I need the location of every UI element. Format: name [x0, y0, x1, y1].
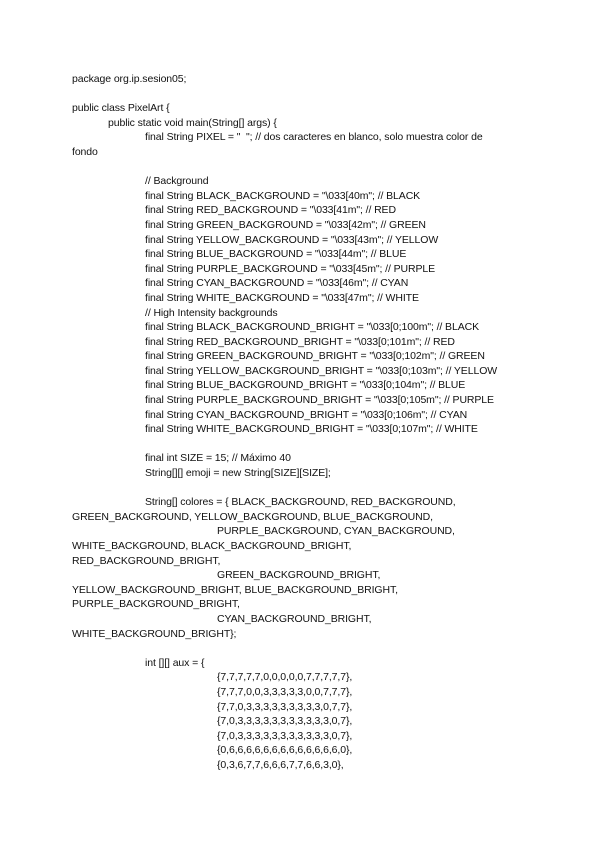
- code-line: final String BLACK_BACKGROUND = "\033[40m"; // BLACK: [145, 189, 421, 202]
- code-line: GREEN_BACKGROUND, YELLOW_BACKGROUND, BLUE_BACKGROUND,: [72, 510, 433, 523]
- code-line: // Background: [145, 175, 209, 188]
- blank-line: [0, 87, 600, 102]
- code-line: WHITE_BACKGROUND_BRIGHT};: [72, 627, 237, 640]
- code-line: public static void main(String[] args) {: [108, 116, 277, 129]
- code-line: {0,6,6,6,6,6,6,6,6,6,6,6,6,6,0},: [217, 744, 353, 757]
- code-line: final String YELLOW_BACKGROUND_BRIGHT = "\033[0;103m"; // YELLOW: [145, 364, 498, 377]
- code-line: final String BLACK_BACKGROUND_BRIGHT = "\033[0;100m"; // BLACK: [145, 321, 479, 334]
- code-line: fondo: [72, 145, 98, 158]
- blank-line: [0, 641, 600, 656]
- java-source-code: [0, 72, 600, 773]
- blank-line: [0, 437, 600, 452]
- code-line: GREEN_BACKGROUND_BRIGHT,: [217, 569, 381, 582]
- code-line: {7,7,0,3,3,3,3,3,3,3,3,3,0,7,7},: [217, 700, 353, 713]
- code-line: final int SIZE = 15; // Máximo 40: [145, 452, 291, 465]
- code-line: {7,0,3,3,3,3,3,3,3,3,3,3,3,0,7},: [217, 715, 353, 728]
- code-line: package org.ip.sesion05;: [72, 73, 187, 85]
- code-line: final String PURPLE_BACKGROUND_BRIGHT = "\033[0;105m"; // PURPLE: [145, 394, 494, 407]
- code-line: String[][] emoji = new String[SIZE][SIZE];: [145, 467, 331, 480]
- code-line: {0,3,6,7,7,6,6,6,7,7,6,6,3,0},: [217, 758, 344, 771]
- code-line: final String RED_BACKGROUND = "\033[41m"; // RED: [145, 204, 396, 217]
- code-line: final String WHITE_BACKGROUND_BRIGHT = "\033[0;107m"; // WHITE: [145, 423, 478, 436]
- code-line: int [][] aux = {: [145, 656, 205, 669]
- code-line: RED_BACKGROUND_BRIGHT,: [72, 554, 221, 567]
- code-line: String[] colores = { BLACK_BACKGROUND, RED_BACKGROUND,: [145, 496, 456, 509]
- code-line: final String RED_BACKGROUND_BRIGHT = "\033[0;101m"; // RED: [145, 335, 455, 348]
- code-line: final String BLUE_BACKGROUND = "\033[44m"; // BLUE: [145, 248, 407, 261]
- code-line: final String GREEN_BACKGROUND = "\033[42m"; // GREEN: [145, 218, 426, 231]
- code-line: final String CYAN_BACKGROUND = "\033[46m"; // CYAN: [145, 277, 409, 290]
- code-line: final String PURPLE_BACKGROUND = "\033[45m"; // PURPLE: [145, 262, 436, 275]
- code-line: PURPLE_BACKGROUND, CYAN_BACKGROUND,: [217, 525, 455, 538]
- code-line: final String YELLOW_BACKGROUND = "\033[43m"; // YELLOW: [145, 233, 439, 246]
- code-line: PURPLE_BACKGROUND_BRIGHT,: [72, 598, 240, 611]
- code-line: WHITE_BACKGROUND, BLACK_BACKGROUND_BRIGHT,: [72, 540, 352, 552]
- code-line: final String CYAN_BACKGROUND_BRIGHT = "\033[0;106m"; // CYAN: [145, 408, 468, 421]
- code-line: {7,0,3,3,3,3,3,3,3,3,3,3,3,0,7},: [217, 729, 353, 742]
- code-line: {7,7,7,0,0,3,3,3,3,3,0,0,7,7,7},: [217, 685, 353, 698]
- code-line: final String GREEN_BACKGROUND_BRIGHT = "\033[0;102m"; // GREEN: [145, 350, 485, 363]
- code-line: final String BLUE_BACKGROUND_BRIGHT = "\033[0;104m"; // BLUE: [145, 379, 466, 392]
- code-line: CYAN_BACKGROUND_BRIGHT,: [217, 612, 372, 625]
- code-line: YELLOW_BACKGROUND_BRIGHT, BLUE_BACKGROUND_BRIGHT,: [72, 583, 398, 596]
- blank-line: [0, 481, 600, 496]
- code-line: final String PIXEL = " "; // dos caracteres en blanco, solo muestra color de: [145, 131, 483, 144]
- blank-line: [0, 160, 600, 175]
- code-line: {7,7,7,7,7,0,0,0,0,0,7,7,7,7,7},: [217, 671, 353, 684]
- code-line: final String WHITE_BACKGROUND = "\033[47m"; // WHITE: [145, 291, 419, 304]
- code-line: public class PixelArt {: [72, 102, 170, 115]
- code-line: // High Intensity backgrounds: [145, 306, 278, 319]
